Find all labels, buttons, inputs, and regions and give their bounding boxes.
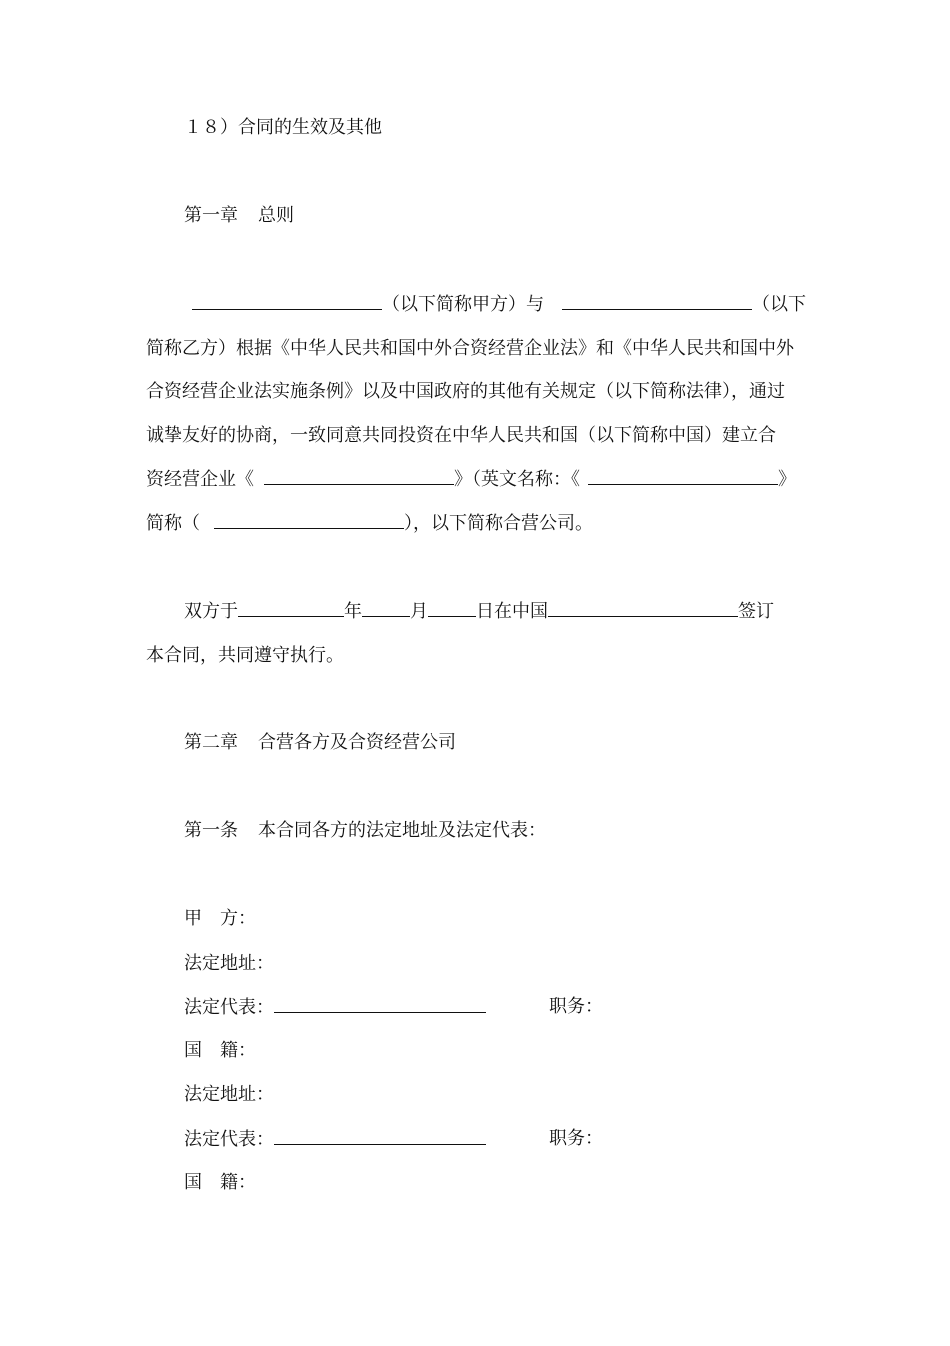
party-a-rep-line: 法定代表： — [184, 996, 486, 1019]
party-a-address-label: 法定地址： — [184, 953, 274, 974]
intro-line-1-right: （以下 — [562, 293, 806, 316]
party-a-rep-blank[interactable] — [274, 996, 486, 1013]
party-a-name-blank[interactable] — [192, 293, 382, 310]
chapter-2-title: 合营各方及合资经营公司 — [258, 732, 456, 753]
intro-line-2: 简称乙方）根据《中华人民共和国中外合资经营企业法》和《中华人民共和国中外 — [146, 338, 794, 359]
month-blank[interactable] — [362, 600, 410, 617]
party-a-nationality-label: 国 籍： — [184, 1040, 256, 1061]
chapter-2-heading — [184, 732, 456, 754]
chapter-1-number: 第一章 — [184, 205, 238, 226]
intro-line-5: 资经营企业《 》（英文名称：《 》 — [146, 469, 796, 490]
day-blank[interactable] — [428, 600, 476, 617]
party-b-position-label: 职务： — [549, 1128, 603, 1149]
place-blank[interactable] — [548, 600, 738, 617]
company-name-blank[interactable] — [264, 468, 454, 485]
signing-line-2: 本合同，共同遵守执行。 — [146, 645, 344, 666]
party-b-rep-line: 法定代表： — [184, 1128, 486, 1151]
intro-line-1: （以下简称甲方）与 — [192, 293, 544, 316]
short-name-blank[interactable] — [214, 512, 404, 529]
year-blank[interactable] — [238, 600, 344, 617]
party-b-nationality-label: 国 籍： — [184, 1172, 256, 1193]
signing-line-1: 双方于 年 月 日在中国 签订 — [184, 601, 774, 622]
party-b-address-label: 法定地址： — [184, 1084, 274, 1105]
chapter-2-number: 第二章 — [184, 732, 238, 753]
item-18-heading: １８）合同的生效及其他 — [184, 117, 382, 138]
article-1-title: 本合同各方的法定地址及法定代表： — [258, 820, 546, 841]
party-a-label: 甲 方： — [184, 908, 256, 929]
intro-line-6: 简称（ ），以下简称合营公司。 — [146, 513, 593, 534]
chapter-1-heading — [184, 205, 294, 227]
intro-line-4: 诚挚友好的协商，一致同意共同投资在中华人民共和国（以下简称中国）建立合 — [146, 425, 776, 446]
article-1-heading — [184, 820, 546, 842]
party-b-rep-blank[interactable] — [274, 1128, 486, 1145]
party-b-name-blank[interactable] — [562, 293, 752, 310]
english-name-blank[interactable] — [588, 468, 778, 485]
chapter-1-title: 总则 — [258, 205, 294, 226]
party-a-position-label: 职务： — [549, 996, 603, 1017]
intro-line-3: 合资经营企业法实施条例》以及中国政府的其他有关规定（以下简称法律），通过 — [146, 381, 785, 402]
article-1-number: 第一条 — [184, 820, 238, 841]
